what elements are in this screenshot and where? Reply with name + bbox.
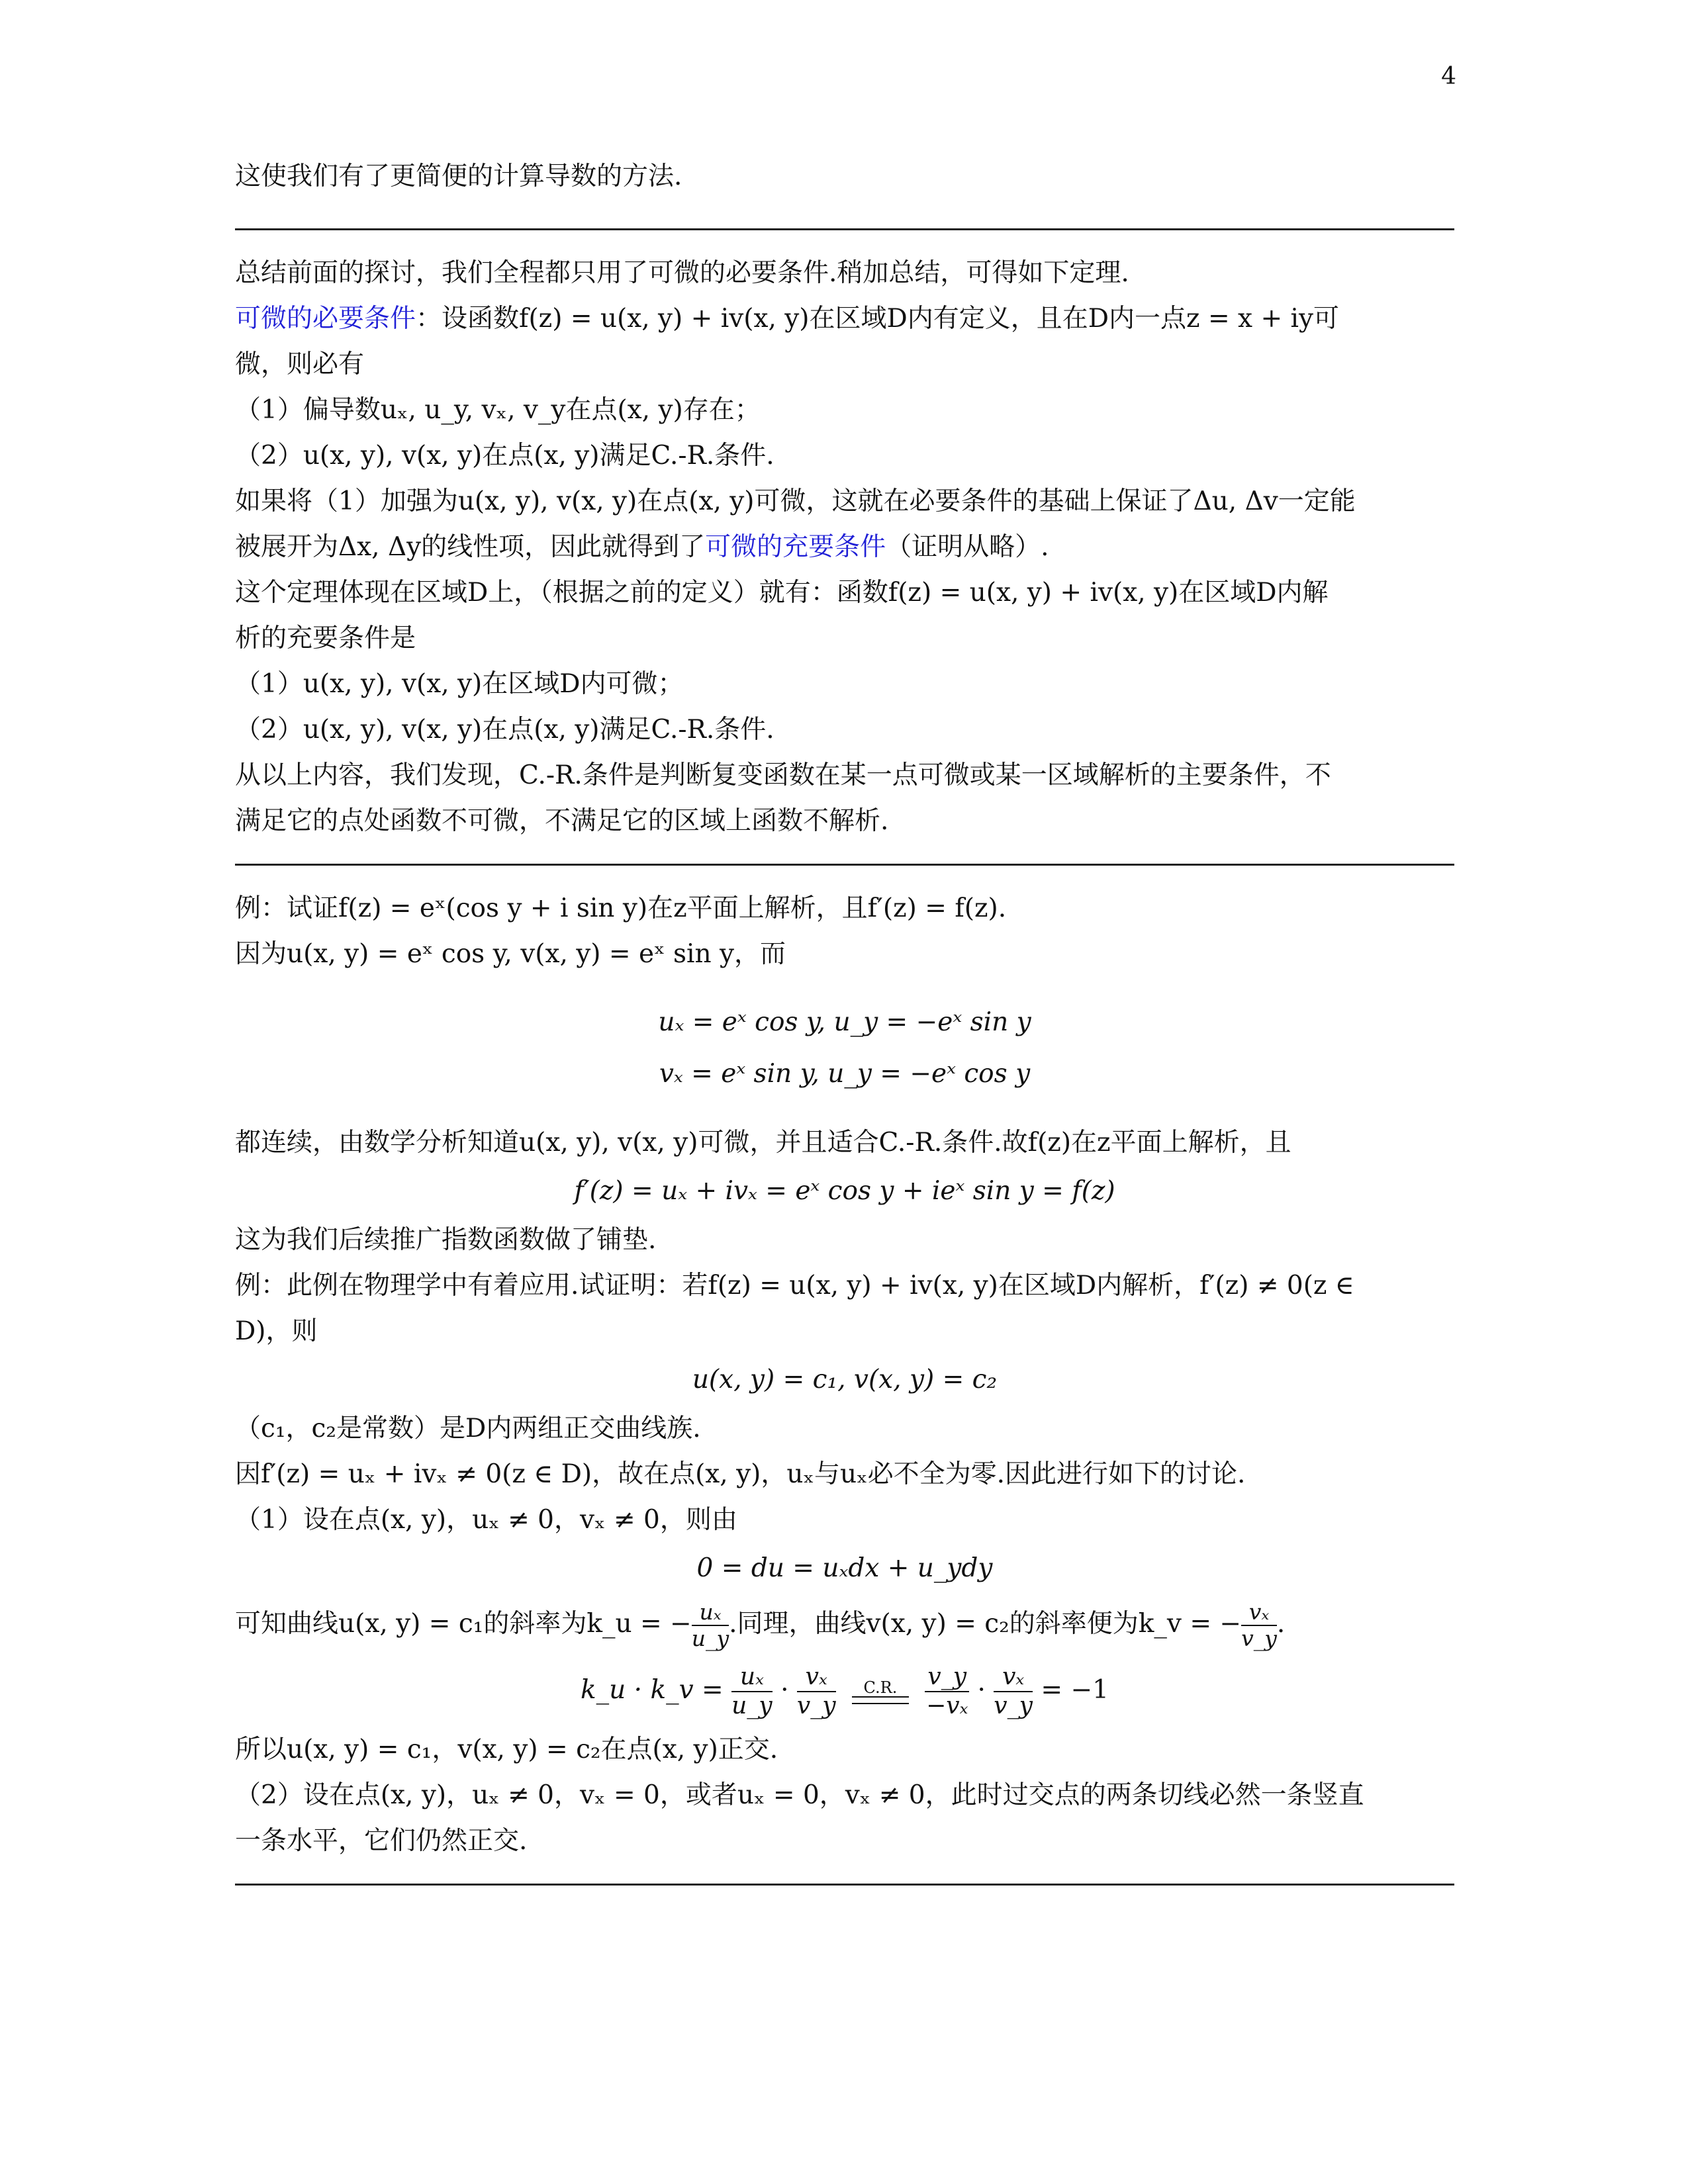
fraction-numerator: uₓ bbox=[731, 1663, 773, 1692]
double-rule bbox=[852, 1696, 909, 1704]
term-sufficient-condition[interactable]: 可微的充要条件 bbox=[705, 532, 886, 562]
divider bbox=[235, 1884, 1454, 1886]
definition-line bbox=[235, 296, 1454, 341]
fraction-denominator: v_y bbox=[994, 1692, 1033, 1719]
slope-product-lhs: k_u · k_v = bbox=[581, 1675, 724, 1705]
fraction-denominator: u_y bbox=[691, 1625, 729, 1651]
fraction bbox=[797, 1663, 836, 1720]
slope-line: 可知曲线u(x, y) = c₁的斜率为k_u = − $\frac{\text{uₓ}}{u\_y}$ .同理，曲线v(x, y) = c₂的斜率便为k_v = − $\frac{\text{vₓ}}{v\_y}$ . bbox=[235, 1599, 1286, 1651]
slope-text: 可知曲线u(x, y) = c₁的斜率为k_u = − bbox=[235, 1609, 692, 1639]
theorem-condition-1: （1）u(x, y), v(x, y)在区域D内可微； bbox=[235, 669, 684, 699]
term-necessary-condition[interactable]: 可微的必要条件 bbox=[235, 304, 416, 334]
equation-curve-families: u(x, y) = c₁, v(x, y) = c₂ bbox=[692, 1365, 998, 1394]
equation-derivative: f′(z) = uₓ + ivₓ = eˣ cos y + ieˣ sin y = f(z) bbox=[574, 1176, 1115, 1206]
equation-total-differential: 0 = du = uₓdx + u_ydy bbox=[696, 1553, 993, 1583]
case-2-line-1: （2）设在点(x, y)，uₓ ≠ 0，vₓ = 0，或者uₓ = 0，vₓ ≠ 0，此时过交点的两条切线必然一条竖直 bbox=[235, 1780, 1364, 1810]
example-2-statement: 例：此例在物理学中有着应用.试证明：若f(z) = u(x, y) + iv(x, y)在区域D内解析，f′(z) ≠ 0(z ∈ bbox=[235, 1271, 1354, 1300]
fraction bbox=[692, 1600, 729, 1651]
fraction-denominator: v_y bbox=[796, 1692, 836, 1719]
fraction-denominator: −vₓ bbox=[926, 1692, 968, 1719]
slope-product-rhs: = −1 bbox=[1041, 1675, 1109, 1705]
section-examples bbox=[235, 886, 1454, 1864]
fraction bbox=[994, 1663, 1033, 1720]
theorem-line-1: 这个定理体现在区域D上，（根据之前的定义）就有：函数f(z) = u(x, y) + iv(x, y)在区域D内解 bbox=[235, 578, 1329, 608]
conclusion-line-1: 从以上内容，我们发现，C.-R.条件是判断复变函数在某一点可微或某一区域解析的主要条件，不 bbox=[235, 760, 1331, 790]
condition-1: （1）偏导数uₓ, u_y, vₓ, v_y在点(x, y)存在； bbox=[235, 395, 761, 425]
example-2-because: 因f′(z) = uₓ + ivₓ ≠ 0(z ∈ D)，故在点(x, y)，uₓ与uₓ必不全为零.因此进行如下的讨论. bbox=[235, 1459, 1246, 1489]
intro-line: 这使我们有了更简便的计算导数的方法. bbox=[235, 161, 682, 191]
case-1: （1）设在点(x, y)，uₓ ≠ 0，vₓ ≠ 0，则由 bbox=[235, 1505, 737, 1535]
fraction-denominator: v_y bbox=[1241, 1625, 1277, 1651]
theorem-line-2: 析的充要条件是 bbox=[235, 623, 416, 653]
example-1-statement: 例：试证f(z) = eˣ(cos y + i sin y)在z平面上解析，且f′(z) = f(z). bbox=[235, 893, 1007, 923]
equation-vx-vy: vₓ = eˣ sin y, u_y = −eˣ cos y bbox=[659, 1059, 1031, 1089]
equation-slope-product: k_u · k_v = $\frac{\text{uₓ}}{u\_y}$ · $\frac{\text{vₓ}}{v\_y}$ C.R. $\frac{v\_y}{\text{−vₓ}}$ · $\frac{\text{vₓ}}{v\_y}$ = −1 bbox=[581, 1663, 1109, 1719]
fraction-numerator: vₓ bbox=[797, 1663, 836, 1692]
case-1-conclusion: 所以u(x, y) = c₁，v(x, y) = c₂在点(x, y)正交. bbox=[235, 1735, 778, 1764]
conclusion-line-2: 满足它的点处函数不可微，不满足它的区域上函数不解析. bbox=[235, 806, 889, 836]
section-theorem bbox=[235, 250, 1454, 844]
condition-2: （2）u(x, y), v(x, y)在点(x, y)满足C.-R.条件. bbox=[235, 441, 774, 471]
fraction bbox=[1241, 1600, 1277, 1651]
example-1-because: 因为u(x, y) = eˣ cos y, v(x, y) = eˣ sin y，而 bbox=[235, 939, 786, 969]
strengthen-text: 被展开为Δx, Δy的线性项，因此就得到了 bbox=[235, 532, 706, 562]
page-number: 4 bbox=[1441, 63, 1456, 90]
fraction-numerator: vₓ bbox=[1241, 1600, 1277, 1626]
example-1-continuation: 都连续，由数学分析知道u(x, y), v(x, y)可微，并且适合C.-R.条件.故f(z)在z平面上解析，且 bbox=[235, 1128, 1291, 1158]
slope-text-mid: .同理，曲线v(x, y) = c₂的斜率便为k_v = − bbox=[729, 1609, 1242, 1639]
definition-text: ：设函数f(z) = u(x, y) + iv(x, y)在区域D内有定义，且在D内一点z = x + iy可 bbox=[416, 304, 1340, 334]
equation-ux-uy: uₓ = eˣ cos y, u_y = −eˣ sin y bbox=[658, 1007, 1031, 1037]
cr-equal-sign bbox=[852, 1679, 909, 1704]
summary-line: 总结前面的探讨，我们全程都只用了可微的必要条件.稍加总结，可得如下定理. bbox=[235, 258, 1129, 288]
cr-label: C.R. bbox=[863, 1678, 898, 1697]
fraction bbox=[925, 1663, 969, 1720]
strengthen-line-2 bbox=[235, 524, 1454, 570]
fraction-denominator: u_y bbox=[731, 1692, 773, 1719]
theorem-condition-2: （2）u(x, y), v(x, y)在点(x, y)满足C.-R.条件. bbox=[235, 715, 774, 745]
fraction-numerator: vₓ bbox=[994, 1663, 1033, 1692]
definition-line-2: 微，则必有 bbox=[235, 349, 365, 379]
strengthen-text-end: （证明从略）. bbox=[886, 532, 1049, 562]
example-2-statement-2: D)，则 bbox=[235, 1316, 318, 1346]
fraction-numerator: uₓ bbox=[692, 1600, 729, 1626]
fraction bbox=[731, 1663, 773, 1720]
case-2-line-2: 一条水平，它们仍然正交. bbox=[235, 1826, 528, 1856]
example-2-note: （c₁，c₂是常数）是D内两组正交曲线族. bbox=[235, 1414, 701, 1443]
example-1-end: 这为我们后续推广指数函数做了铺垫. bbox=[235, 1225, 657, 1255]
page-content bbox=[235, 154, 1454, 1886]
fraction-numerator: v_y bbox=[925, 1663, 969, 1692]
strengthen-line-1: 如果将（1）加强为u(x, y), v(x, y)在点(x, y)可微，这就在必要条件的基础上保证了Δu, Δv一定能 bbox=[235, 486, 1356, 516]
